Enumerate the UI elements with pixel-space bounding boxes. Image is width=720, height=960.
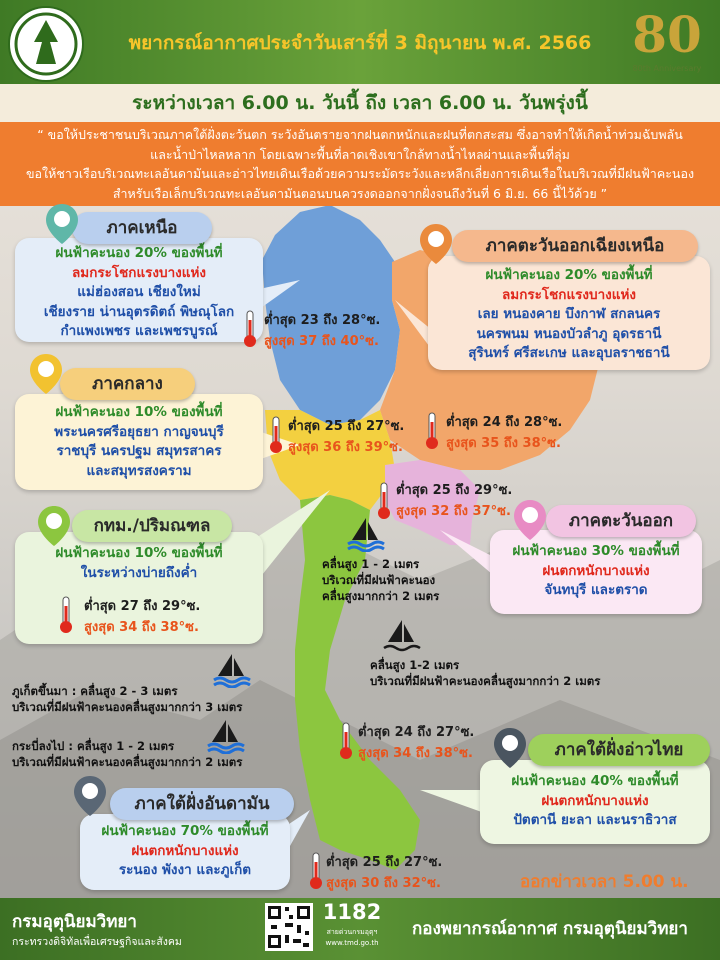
- wave-line: คลื่นสูงมากกว่า 2 เมตร: [322, 589, 440, 603]
- south-andaman-temp-max: สูงสุด 30 ถึง 32°ซ.: [326, 876, 441, 891]
- central-temp-min: ต่ำสุด 25 ถึง 27°ซ.: [288, 419, 405, 434]
- central-rain: ฝนฟ้าคะนอง 10% ของพื้นที่: [55, 404, 223, 420]
- north-area: แม่ฮ่องสอน เชียงใหม่: [77, 284, 201, 300]
- tmd-emblem-icon: [10, 8, 82, 80]
- east-title: ภาคตะวันออก: [546, 505, 696, 537]
- south-andaman-alert: ฝนตกหนักบางแห่ง: [131, 842, 239, 859]
- central-box: [15, 394, 263, 490]
- central-temps: [288, 416, 404, 458]
- bangkok-temps: [84, 596, 200, 638]
- warning-line: สำหรับเรือเล็กบริเวณทะเลอันดามันตอนบนควรงดออกจากฝั่งจนถึงวันที่ 6 มิ.ย. 66 นี้ไว้ด้วย ”: [112, 185, 608, 201]
- location-pin-icon: [418, 222, 454, 266]
- south-andaman-rain: ฝนฟ้าคะนอง 70% ของพื้นที่: [101, 823, 269, 839]
- page-title: พยากรณ์อากาศประจำวันเสาร์ที่ 3 มิถุนายน พ.ศ. 2566: [128, 32, 592, 54]
- north-area: เชียงราย น่านอุตรดิตถ์ พิษณุโลก: [43, 303, 235, 320]
- wave-line: คลื่นสูง 1-2 เมตร: [370, 658, 460, 672]
- bangkok-rain: ฝนฟ้าคะนอง 10% ของพื้นที่: [55, 545, 223, 561]
- anniversary-number: 80: [632, 5, 702, 64]
- anniversary-label: 80th Anniversary: [632, 64, 702, 73]
- hotline-label: สายด่วนกรมอุตุฯ: [326, 928, 378, 936]
- south-gulf-rain: ฝนฟ้าคะนอง 40% ของพื้นที่: [511, 773, 679, 789]
- north-box: [15, 238, 263, 342]
- wave-line: บริเวณที่มีฝนฟ้าคะนอง: [322, 573, 436, 587]
- footer-ministry: กระทรวงดิจิทัลเพื่อเศรษฐกิจและสังคม: [12, 936, 182, 948]
- thermometer-icon: [338, 722, 354, 760]
- location-pin-icon: [28, 352, 64, 396]
- location-pin-icon: [72, 774, 108, 818]
- northeast-area: นครพนม หนองบัวลำภู อุดรธานี: [476, 325, 662, 342]
- south-gulf-temp-max: สูงสุด 34 ถึง 38°ซ.: [358, 746, 473, 761]
- south-gulf-temps: [358, 722, 474, 764]
- south-andaman-title: ภาคใต้ฝั่งอันดามัน: [110, 788, 294, 820]
- south-gulf-title: ภาคใต้ฝั่งอ่าวไทย: [528, 734, 710, 766]
- east-temp-min: ต่ำสุด 25 ถึง 29°ซ.: [396, 483, 513, 498]
- andaman-south-waves: [12, 738, 242, 770]
- central-area: และสมุทรสงคราม: [86, 462, 192, 479]
- northeast-temp-min: ต่ำสุด 24 ถึง 28°ซ.: [446, 415, 563, 430]
- thermometer-icon: [376, 482, 392, 520]
- east-rain: ฝนฟ้าคะนอง 30% ของพื้นที่: [512, 543, 680, 559]
- upper-gulf-waves: [322, 556, 439, 604]
- south-andaman-temps: [326, 852, 442, 894]
- east-area: จันทบุรี และตราด: [544, 582, 648, 598]
- wave-line: บริเวณที่มีฝนฟ้าคะนองคลื่นสูงมากกว่า 2 เมตร: [370, 674, 601, 688]
- thermometer-icon: [424, 412, 440, 450]
- north-temps: [264, 310, 380, 352]
- north-title: ภาคเหนือ: [72, 212, 212, 244]
- sailboat-icon: [380, 618, 426, 654]
- northeast-temp-max: สูงสุด 35 ถึง 38°ซ.: [446, 436, 561, 451]
- north-area: กำแพงเพชร และเพชรบูรณ์: [60, 323, 218, 339]
- warning-line: ขอให้ชาวเรือบริเวณทะเลอันดามันและอ่าวไทยเดินเรือด้วยความระมัดระวังและหลีกเลี่ยงการเดินเรือในบริเวณที่มีฝนฟ้าคะนอง: [25, 166, 695, 181]
- warning-line: และน้ำป่าไหลหลาก โดยเฉพาะพื้นที่ลาดเชิงเขาใกล้ทางน้ำไหลผ่านและพื้นที่ลุ่ม: [150, 146, 570, 162]
- central-title: ภาคกลาง: [60, 368, 195, 400]
- website-link[interactable]: www.tmd.go.th: [325, 939, 379, 947]
- warning-banner: [0, 122, 720, 206]
- south-gulf-alert: ฝนตกหนักบางแห่ง: [541, 792, 649, 809]
- northeast-area: เลย หนองคาย บึงกาฬ สกลนคร: [477, 306, 661, 322]
- warning-line: “ ขอให้ประชาชนบริเวณภาคใต้ฝั่งตะวันตก ระวังอันตรายจากฝนตกหนักและฝนที่ตกสะสม ซึ่งอาจทำให้เกิดน้ำท่วมฉับพลัน: [37, 127, 683, 142]
- south-gulf-temp-min: ต่ำสุด 24 ถึง 27°ซ.: [358, 725, 475, 740]
- south-gulf-area: ปัตตานี ยะลา และนราธิวาส: [513, 812, 677, 828]
- thermometer-icon: [58, 596, 74, 634]
- thermometer-icon: [308, 852, 324, 890]
- andaman-north-waves: [12, 683, 242, 715]
- east-temps: [396, 480, 512, 522]
- bangkok-title: กทม./ปริมณฑล: [72, 510, 232, 542]
- bangkok-temp-max: สูงสุด 34 ถึง 38°ซ.: [84, 620, 199, 635]
- bangkok-temp-min: ต่ำสุด 27 ถึง 29°ซ.: [84, 599, 201, 614]
- location-pin-icon: [44, 202, 80, 246]
- tmd-logo: [8, 6, 84, 82]
- wave-line: ภูเก็ตขึ้นมา : คลื่นสูง 2 - 3 เมตร: [12, 684, 178, 698]
- location-pin-icon: [36, 504, 72, 548]
- forecast-period: ระหว่างเวลา 6.00 น. วันนี้ ถึง เวลา 6.00 น. วันพรุ่งนี้: [0, 84, 720, 122]
- northeast-temps: [446, 412, 562, 454]
- qr-code-icon: [265, 903, 313, 951]
- central-area: ราชบุรี นครปฐม สมุทรสาคร: [56, 443, 222, 459]
- hotline-number: 1182: [322, 900, 382, 924]
- northeast-title: ภาคตะวันออกเฉียงเหนือ: [452, 230, 698, 262]
- south-andaman-area: ระนอง พังงา และภูเก็ต: [118, 862, 252, 878]
- wave-line: บริเวณที่มีฝนฟ้าคะนองคลื่นสูงมากกว่า 3 เมตร: [12, 700, 243, 714]
- central-temp-max: สูงสุด 36 ถึง 39°ซ.: [288, 440, 403, 455]
- wave-line: คลื่นสูง 1 - 2 เมตร: [322, 557, 420, 571]
- northeast-rain: ฝนฟ้าคะนอง 20% ของพื้นที่: [485, 267, 653, 283]
- south-andaman-box: [80, 814, 290, 890]
- thermometer-icon: [242, 310, 258, 348]
- thermometer-icon: [268, 416, 284, 454]
- east-temp-max: สูงสุด 32 ถึง 37°ซ.: [396, 504, 511, 519]
- lower-gulf-waves: [370, 657, 600, 689]
- location-pin-icon: [492, 726, 528, 770]
- north-alert: ลมกระโชกแรงบางแห่ง: [72, 264, 206, 281]
- northeast-alert: ลมกระโชกแรงบางแห่ง: [502, 286, 636, 303]
- sailboat-icon: [344, 516, 390, 552]
- wave-line: กระบี่ลงไป : คลื่นสูง 1 - 2 เมตร: [12, 739, 175, 753]
- bangkok-period: ในระหว่างบ่ายถึงค่ำ: [80, 564, 198, 581]
- wave-line: บริเวณที่มีฝนฟ้าคะนองคลื่นสูงมากกว่า 2 เมตร: [12, 755, 243, 769]
- south-andaman-temp-min: ต่ำสุด 25 ถึง 27°ซ.: [326, 855, 443, 870]
- location-pin-icon: [512, 498, 548, 542]
- south-gulf-box: [480, 760, 710, 844]
- north-rain: ฝนฟ้าคะนอง 20% ของพื้นที่: [55, 245, 223, 261]
- east-alert: ฝนตกหนักบางแห่ง: [542, 562, 650, 579]
- issued-time: ออกข่าวเวลา 5.00 น.: [520, 872, 689, 892]
- northeast-area: สุรินทร์ ศรีสะเกษ และอุบลราชธานี: [468, 345, 670, 361]
- north-temp-min: ต่ำสุด 23 ถึง 28°ซ.: [264, 313, 381, 328]
- central-area: พระนครศรีอยุธยา กาญจนบุรี: [54, 423, 224, 440]
- anniversary-logo: [622, 4, 712, 80]
- footer-division: กองพยากรณ์อากาศ กรมอุตุนิยมวิทยา: [412, 919, 688, 939]
- footer-org: กรมอุตุนิยมวิทยา: [12, 912, 137, 932]
- east-box: [490, 530, 702, 614]
- north-temp-max: สูงสุด 37 ถึง 40°ซ.: [264, 334, 379, 349]
- northeast-box: [428, 256, 710, 370]
